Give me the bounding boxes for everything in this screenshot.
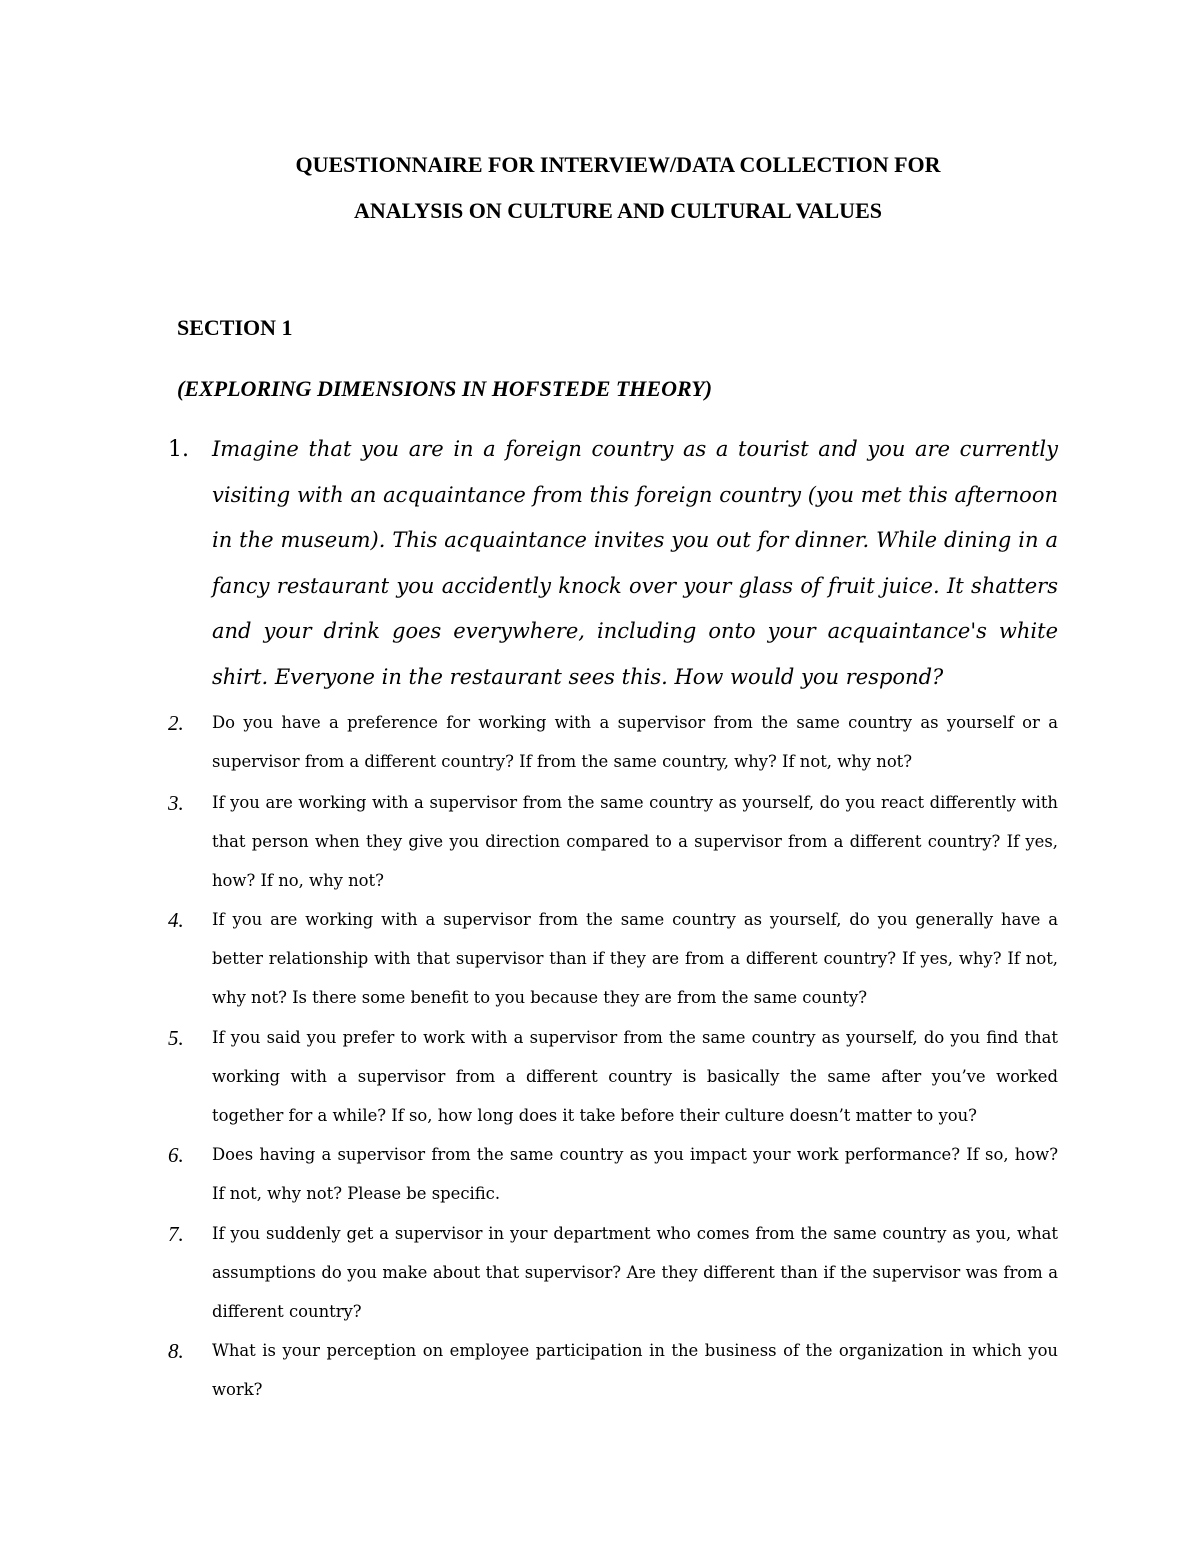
question-number: 7.	[168, 1222, 184, 1246]
question-number: 1.	[168, 437, 189, 462]
question-number: 4.	[168, 908, 184, 932]
question-text: If you are working with a supervisor from the same country as yourself, do you react differently with that person when they give you direction compared to a supervisor from a different country? If yes, how? If no, why not?	[212, 793, 1058, 890]
question-text: Does having a supervisor from the same country as you impact your work performance? If so, how? If not, why not? Please be specific.	[212, 1145, 1058, 1203]
question-text: If you said you prefer to work with a supervisor from the same country as yourself, do you find that working with a supervisor from a different country is basically the same after you’ve worked together for a while? If so, how long does it take before their culture doesn’t matter to you?	[212, 1028, 1058, 1125]
question-text: Do you have a preference for working with a supervisor from the same country as yourself or a supervisor from a different country? If from the same country, why? If not, why not?	[212, 713, 1058, 771]
question-text: If you are working with a supervisor from the same country as yourself, do you generally have a better relationship with that supervisor than if they are from a different country? If yes, why? If not, why not? Is there some benefit to you because they are from the same county?	[212, 910, 1058, 1007]
document-title	[0, 142, 1200, 234]
question-text: Imagine that you are in a foreign country as a tourist and you are currently visiting with an acquaintance from this foreign country (you met this afternoon in the museum). This acquaintance invites you out for dinner. While dining in a fancy restaurant you accidently knock over your glass of fruit juice. It shatters and your drink goes everywhere, including onto your acquaintance's white shirt. Everyone in the restaurant sees this. How would you respond?	[212, 437, 1058, 689]
document-title-line-2: ANALYSIS ON CULTURE AND CULTURAL VALUES	[354, 198, 882, 223]
question-number: 6.	[168, 1143, 184, 1167]
question-number: 5.	[168, 1026, 184, 1050]
section-heading: SECTION 1	[177, 315, 293, 340]
document-title-line-1: QUESTIONNAIRE FOR INTERVIEW/DATA COLLECTION FOR	[295, 152, 941, 177]
question-number: 8.	[168, 1339, 184, 1363]
question-text: What is your perception on employee participation in the business of the organization in which you work?	[212, 1341, 1058, 1399]
section-subheading: (EXPLORING DIMENSIONS IN HOFSTEDE THEORY)	[177, 376, 713, 401]
question-number: 3.	[168, 791, 184, 815]
question-text: If you suddenly get a supervisor in your department who comes from the same country as you, what assumptions do you make about that supervisor? Are they different than if the supervisor was from a different country?	[212, 1224, 1058, 1321]
question-number: 2.	[168, 711, 184, 735]
